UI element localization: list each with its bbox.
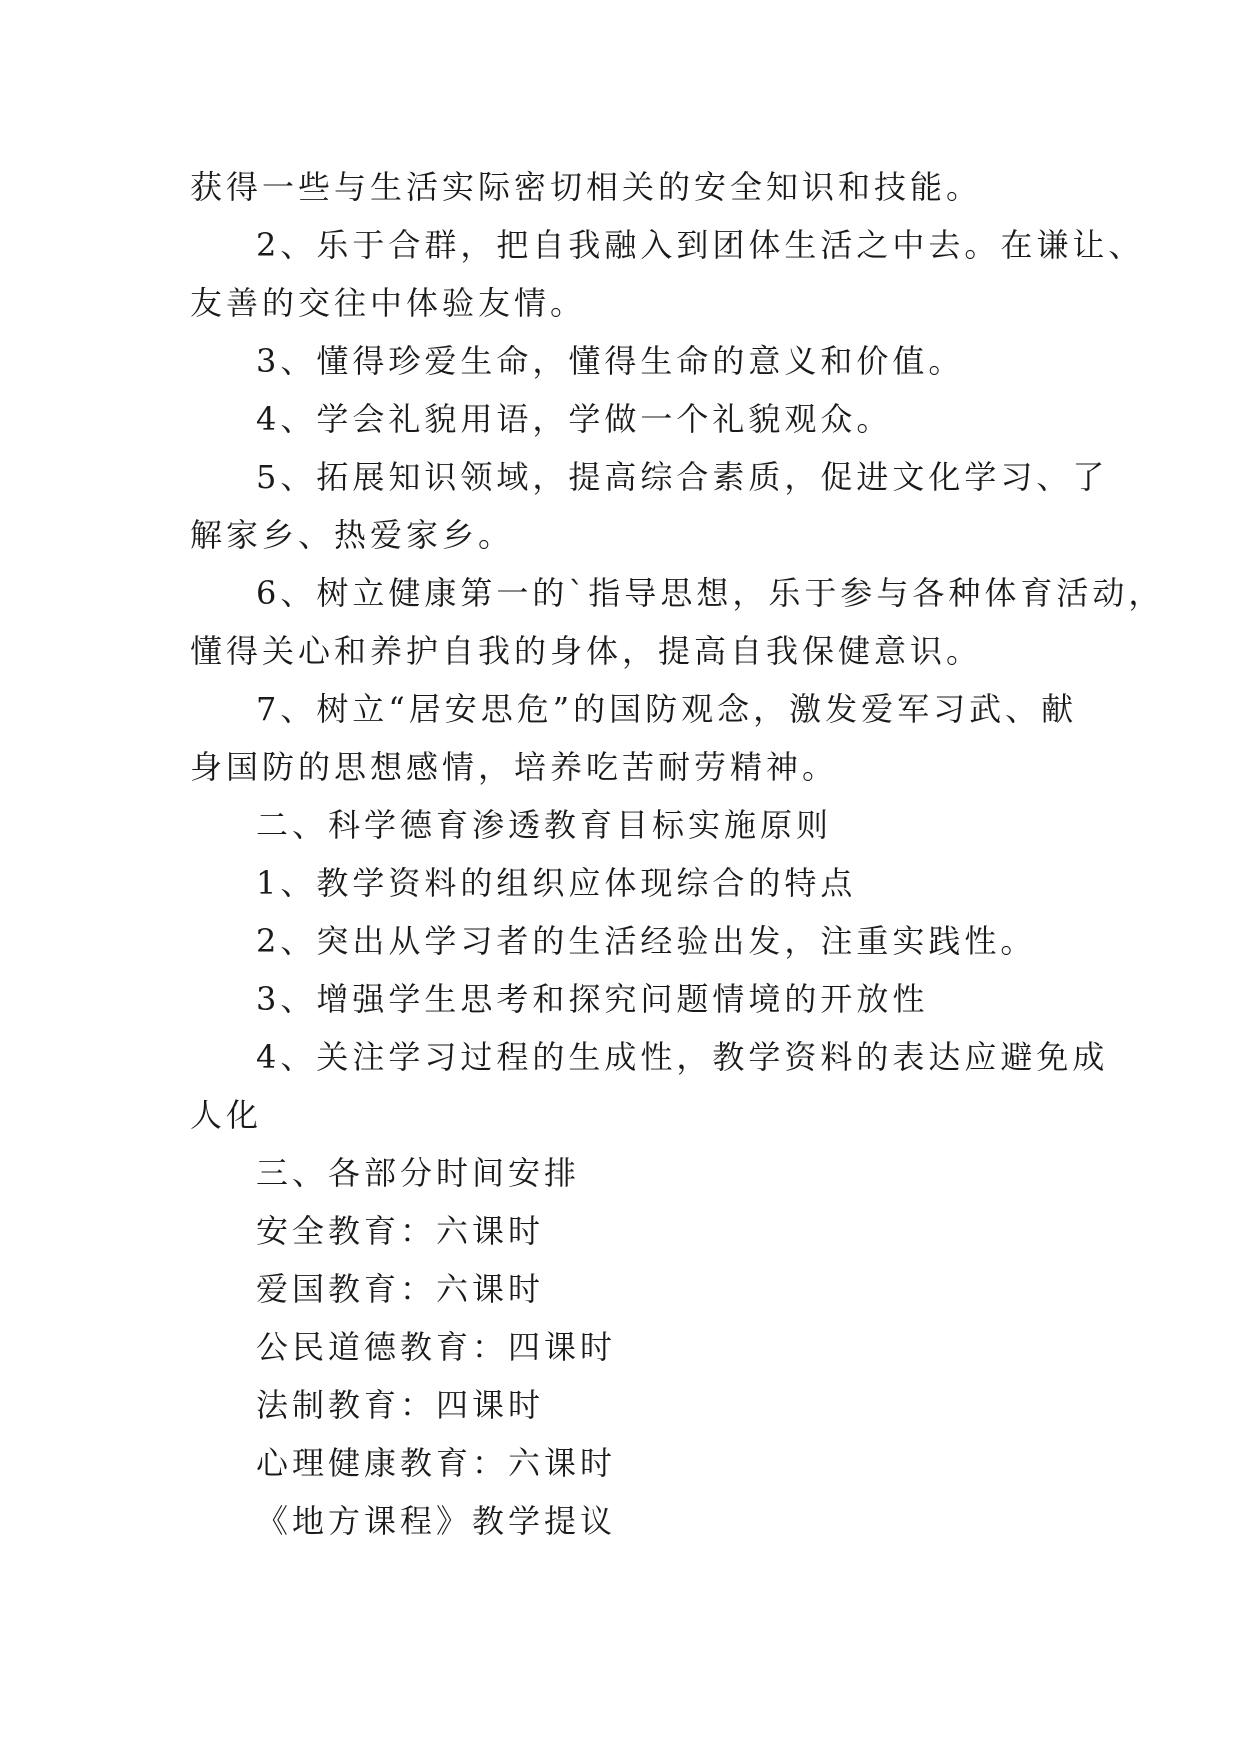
text-line: 解家乡、热爱家乡。 <box>190 516 515 554</box>
text-line: 爱国教育：六课时 <box>256 1270 545 1308</box>
text-line: 获得一些与生活实际密切相关的安全知识和技能。 <box>190 168 983 206</box>
text-line: 6、树立健康第一的`指导思想，乐于参与各种体育活动， <box>256 574 1165 612</box>
document-body <box>190 158 1165 1550</box>
text-line: 法制教育：四课时 <box>256 1386 545 1424</box>
text-line: 3、增强学生思考和探究问题情境的开放性 <box>256 980 929 1018</box>
text-line: 心理健康教育：六课时 <box>256 1444 617 1482</box>
text-line: 友善的交往中体验友情。 <box>190 284 587 322</box>
text-line: 5、拓展知识领域，提高综合素质，促进文化学习、了 <box>256 458 1109 496</box>
text-line: 懂得关心和养护自我的身体，提高自我保健意识。 <box>190 632 983 670</box>
text-line: 2、突出从学习者的生活经验出发，注重实践性。 <box>256 922 1037 960</box>
text-line: 身国防的思想感情，培养吃苦耐劳精神。 <box>190 748 839 786</box>
text-line: 7、树立“居安思危”的国防观念，激发爱军习武、献 <box>256 690 1078 728</box>
text-line: 人化 <box>190 1096 263 1134</box>
text-line: 2、乐于合群，把自我融入到团体生活之中去。在谦让、 <box>256 226 1145 264</box>
text-line: 公民道德教育：四课时 <box>256 1328 617 1366</box>
text-line: 安全教育：六课时 <box>256 1212 545 1250</box>
text-line: 4、关注学习过程的生成性，教学资料的表达应避免成 <box>256 1038 1109 1076</box>
text-line: 二、科学德育渗透教育目标实施原则 <box>256 806 833 844</box>
text-line: 1、教学资料的组织应体现综合的特点 <box>256 864 857 902</box>
text-line: 《地方课程》教学提议 <box>256 1502 617 1540</box>
text-line: 三、各部分时间安排 <box>256 1154 581 1192</box>
text-line: 3、懂得珍爱生命，懂得生命的意义和价值。 <box>256 342 965 380</box>
text-line: 4、学会礼貌用语，学做一个礼貌观众。 <box>256 400 893 438</box>
